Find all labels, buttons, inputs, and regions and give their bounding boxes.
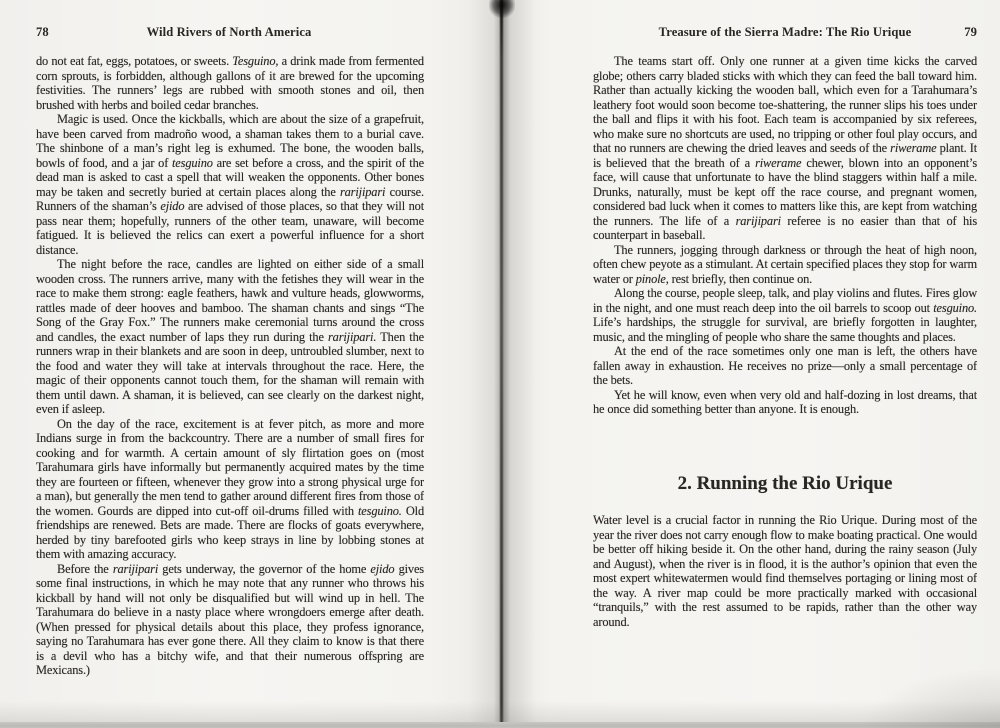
section-heading: 2. Running the Rio Urique	[677, 472, 893, 494]
section-paragraphs	[593, 513, 977, 629]
running-head-left: Wild Rivers of North America	[146, 25, 312, 39]
right-page-paragraphs	[593, 54, 977, 417]
page-right	[500, 0, 1000, 728]
right-page-body	[593, 54, 977, 728]
body-paragraph: Magic is used. Once the kickballs, which are about the size of a grapefruit, have been carved from madroño wood, a shaman takes them to a burial cave. The shinbone of a man’s right leg is exhumed. The bone, the wooden balls, bowls of food, and a jar of tesguino are set before a cross, and the spirit of the dead man is asked to cast a spell that will weaken the opponents. Other bones may be taken and secretly buried at certain places along the rarijipari course. Runners of the shaman’s ejido are advised of those places, so that they will not pass near them; hopefully, runners of the other team, unaware, will become fatigued. It is believed the relics can exert a powerful influence for a short distance.	[36, 112, 424, 257]
running-head-row-left	[0, 25, 500, 41]
body-paragraph: At the end of the race sometimes only one man is left, the others have fallen away in exhaustion. He receives no prize—only a small percentage of the bets.	[593, 344, 977, 387]
body-paragraph: Before the rarijipari gets underway, the governor of the home ejido gives some final instructions, in which he may note that any runner who throws his kickball by hand will not only be disqualified but will wind up in hell. The Tarahumara do believe in a nasty place where wrongdoers emerge after death. (When pressed for physical details about this place, they profess ignorance, saying no Tarahumara has ever gone there. All they claim to know is that there is a devil who has a bitchy wife, and that their numerous offspring are Mexicans.)	[36, 561, 424, 677]
body-paragraph: On the day of the race, excitement is at fever pitch, as more and more Indians surge in from the backcountry. There are a number of small fires for cooking and for warmth. A certain amount of sly flirtation goes on (most Tarahumara girls have informally but permanently acquired mates by the time they are fourteen or fifteen, whenever they grow into a strong physical urge for a man), but generally the men tend to gather around different fires from those of the women. Gourds are dipped into cut-off oil-drums filled with tesguino. Old friendships are renewed. Bets are made. There are flocks of goats everywhere, herded by tiny barefooted girls who keep strays in line by lobbing stones at them with amazing accuracy.	[36, 416, 424, 561]
body-paragraph: do not eat fat, eggs, potatoes, or sweets. Tesguino, a drink made from fermented corn sprouts, is forbidden, although gallons of it are brewed for the upcoming festivities. The runners’ legs are rubbed with smooth stones and oil, then brushed with herbs and boiled cedar branches.	[36, 54, 424, 112]
page-number-left: 78	[36, 25, 49, 39]
body-paragraph: Water level is a crucial factor in running the Rio Urique. During most of the year the river does not carry enough flow to make boating practical. One would be better off hiking beside it. On the other hand, during the rainy season (July and August), when the river is in flood, it is the author’s opinion that even the most expert whitewatermen would find themselves portaging or lining most of the way. A river map could be more practically marked with occasional “tranquils,” with the rest assumed to be rapids, rather than the other way around.	[593, 513, 977, 629]
body-paragraph: The runners, jogging through darkness or through the heat of high noon, often chew peyote as a stimulant. At certain specified places they stop for warm water or pinole, rest briefly, then continue on.	[593, 242, 977, 286]
body-paragraph: The night before the race, candles are lighted on either side of a small wooden cross. The runners arrive, many with the fetishes they will wear in the race to make them strong: eagle feathers, hawk and vulture heads, glowworms, rattles made of deer hooves and bamboo. The shaman chants and sings “The Song of the Gray Fox.” The runners make ceremonial turns around the cross and candles, the exact number of laps they run during the rarijipari. Then the runners wrap in their blankets and are soon in deep, untroubled slumber, next to the food and water they will take at intervals throughout the race. Here, the magic of their opponents cannot touch them, for the shaman will remain with them until dawn. A shaman, it is believed, can see clearly on the darkest night, even if asleep.	[36, 257, 424, 416]
running-head-right: Treasure of the Sierra Madre: The Rio Urique	[658, 25, 912, 39]
body-paragraph: Yet he will know, even when very old and half-dozing in lost dreams, that he once did something better than anyone. It is enough.	[593, 387, 977, 416]
page-number-right: 79	[964, 25, 977, 39]
body-paragraph: Along the course, people sleep, talk, and play violins and flutes. Fires glow in the night, and one must reach deep into the oil barrels to scoop out tesguino. Life’s hardships, the struggle for survival, are briefly forgotten in laughter, music, and the mingling of people who share the same thoughts and places.	[593, 286, 977, 344]
left-page-body	[36, 54, 424, 728]
running-head-row-right	[500, 25, 1000, 41]
body-paragraph: The teams start off. Only one runner at a given time kicks the carved globe; others carry bladed sticks with which they can feed the ball toward him. Rather than actually kicking the wooden ball, which even for a Tarahumara’s leathery foot would soon become toe-shattering, the runner slips his toes under the ball and flips it with his foot. Each team is accompanied by six referees, who make sure no shortcuts are used, no tripping or other foul play occurs, and that no runners are chewing the dried leaves and seeds of the riwerame plant. It is believed that the breath of a riwerame chewer, blown into an opponent’s face, will cause that unfortunate to have the blind staggers within half a mile. Drunks, naturally, must be kept off the race course, and pregnant women, considered bad luck when it comes to matters like this, are kept from watching the runners. The life of a rarijipari referee is no easier than that of his counterpart in baseball.	[593, 54, 977, 242]
